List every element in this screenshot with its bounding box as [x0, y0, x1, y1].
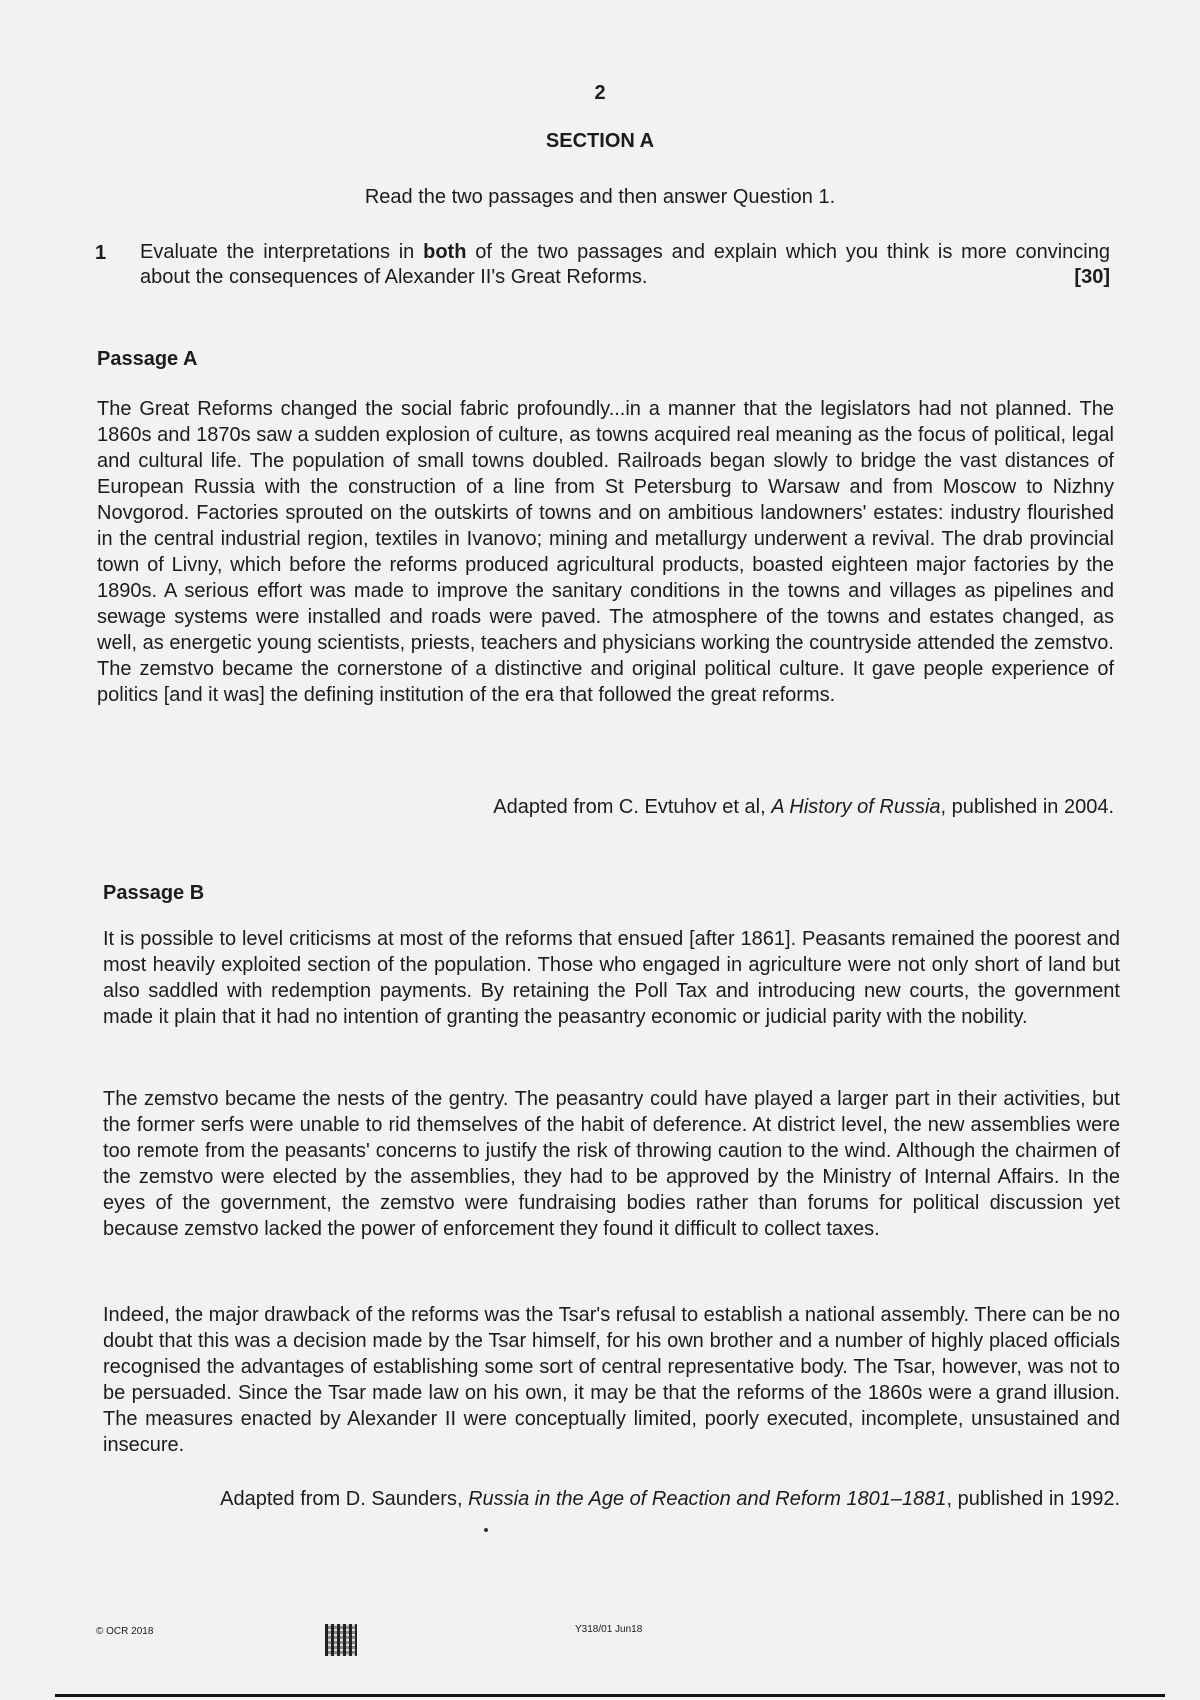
copyright-notice: © OCR 2018 [96, 1626, 154, 1637]
question-marks: [30] [1074, 266, 1110, 288]
instruction: Read the two passages and then answer Question 1. [364, 186, 836, 208]
bottom-rule [55, 1694, 1165, 1697]
passage-b-source [103, 1488, 1120, 1511]
question-text [140, 240, 1110, 290]
passage-a-source-prefix: Adapted from C. Evtuhov et al, [493, 796, 772, 818]
passage-b-paragraph-2: The zemstvo became the nests of the gentry. The peasantry could have played a larger part in their activities, but the former serfs were unable to rid themselves of the habit of deference. At district level, the new assemblies were too remote from the peasants' concerns to justify the risk of throwing caution to the wind. Although the chairmen of the zemstvo were elected by the assemblies, they had to be approved by the Ministry of Internal Affairs. In the eyes of the government, the zemstvo were fundraising bodies rather than forums for political discussion yet because zemstvo lacked the power of enforcement they found it difficult to collect taxes. [103, 1088, 1120, 1240]
question-text-end: of the two passages and explain which you think is more convincing about the consequences of Alexander II's Great Reforms. [140, 241, 1110, 288]
passage-b-source-suffix: , published in 1992. [946, 1488, 1120, 1510]
passage-a-source-title: A History of Russia [771, 796, 941, 818]
passage-a-source-suffix: , published in 2004. [940, 796, 1114, 818]
passage-a-source [97, 796, 1114, 819]
question-bold-word: both [423, 241, 467, 263]
page-number: 2 [594, 82, 606, 104]
passage-b-paragraph-1: It is possible to level criticisms at most of the reforms that ensued [after 1861]. Peasants remained the poorest and most heavily exploited section of the population. Those who engaged in agriculture were not only short of land but also saddled with redemption payments. By retaining the Poll Tax and introducing new courts, the government made it plain that it had no intention of granting the peasantry economic or judicial parity with the nobility. [103, 928, 1120, 1028]
passage-b-heading: Passage B [103, 882, 205, 904]
paper-code: Y318/01 Jun18 [575, 1624, 643, 1635]
passage-b-paragraph-3: Indeed, the major drawback of the reforms was the Tsar's refusal to establish a national assembly. There can be no doubt that this was a decision made by the Tsar himself, for his own brother and a number of highly placed officials recognised the advantages of establishing some sort of central representative body. The Tsar, however, was not to be persuaded. Since the Tsar made law on his own, it may be that the reforms of the 1860s were a grand illusion. The measures enacted by Alexander II were conceptually limited, poorly executed, incomplete, unsustained and insecure. [103, 1304, 1120, 1456]
passage-b-source-title: Russia in the Age of Reaction and Reform 1801–1881 [468, 1488, 947, 1510]
passage-b-source-prefix: Adapted from D. Saunders, [220, 1488, 469, 1510]
question-text-start: Evaluate the interpretations in [140, 241, 424, 263]
question-number: 1 [95, 242, 107, 264]
passage-a-heading: Passage A [97, 348, 198, 370]
scan-speck [484, 1528, 488, 1532]
passage-a-text: The Great Reforms changed the social fabric profoundly...in a manner that the legislators had not planned. The 1860s and 1870s saw a sudden explosion of culture, as towns acquired real meaning as the focus of political, legal and cultural life. The population of small towns doubled. Railroads began slowly to bridge the vast distances of European Russia with the construction of a line from St Petersburg to Warsaw and from Moscow to Nizhny Novgorod. Factories sprouted on the outskirts of towns and on ambitious landowners' estates: industry flourished in the central industrial region, textiles in Ivanovo; mining and metallurgy underwent a revival. The drab provincial town of Livny, which before the reforms produced agricultural products, boasted eighteen major factories by the 1890s. A serious effort was made to improve the sanitary conditions in the towns and villages as pipelines and sewage systems were installed and roads were paved. The atmosphere of the towns and estates changed, as well, as energetic young scientists, priests, teachers and physicians working the countryside attended the zemstvo. The zemstvo became the cornerstone of a distinctive and original political culture. It gave people experience of politics [and it was] the defining institution of the era that followed the great reforms. [97, 398, 1114, 706]
section-title: SECTION A [545, 130, 655, 152]
qr-code-icon [325, 1624, 357, 1656]
